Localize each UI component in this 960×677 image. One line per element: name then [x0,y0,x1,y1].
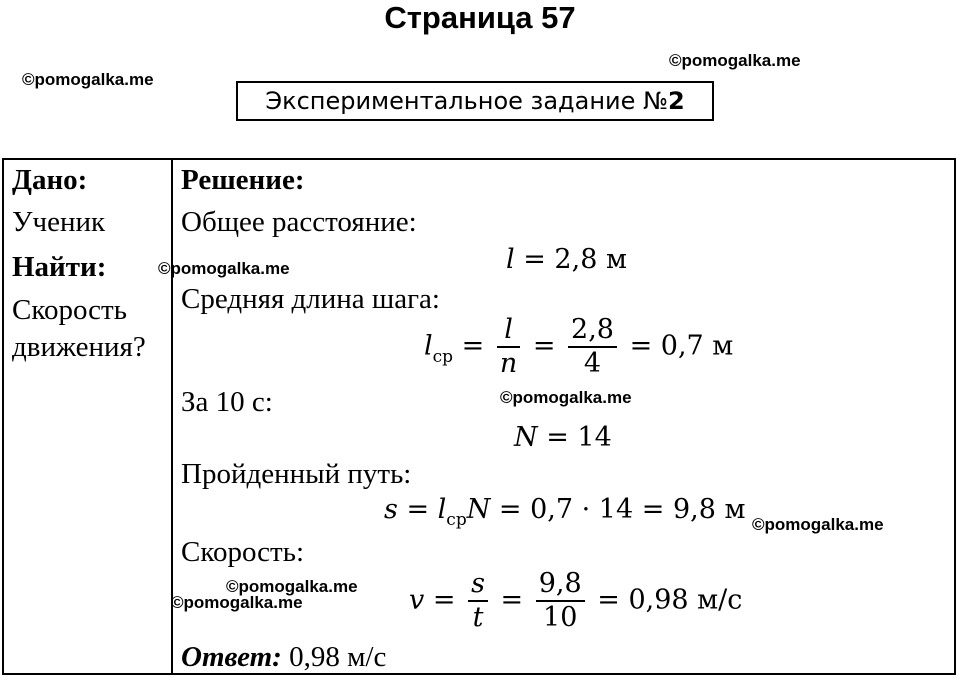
formula-variable: N [514,422,538,453]
fraction [568,314,617,380]
given-heading: Дано: [12,164,88,196]
step-label: Средняя длина шага: [181,283,440,315]
fraction-numerator: 2,8 [568,314,617,348]
watermark: ©pomogalka.me [752,515,884,534]
formula-equals: = [491,584,532,616]
formula-subscript: ср [432,346,454,367]
formula-result: = 0,98 м/с [588,584,743,616]
answer-value: 0,98 м/с [281,641,387,673]
fraction [497,314,520,380]
watermark: ©pomogalka.me [171,593,303,612]
formula-variable: N [466,494,491,525]
watermark: ©pomogalka.me [22,70,154,89]
formula-equals: = [524,330,565,362]
given-text: Ученик [12,206,106,238]
formula-subscript: ср [446,510,467,530]
speed-formula [409,568,742,634]
page-title: Страница 57 [384,0,576,35]
find-text-line1: Скорость [12,294,127,326]
watermark: ©pomogalka.me [500,388,632,407]
formula-variable: l [506,244,515,275]
task-title-prefix: Экспериментальное задание № [265,87,668,115]
formula-variable: l [424,330,433,362]
fraction [468,568,488,634]
formula-variable: s [384,494,398,525]
fraction-numerator: s [468,568,488,602]
formula-equals: = [397,494,438,525]
formula-rhs: = 14 [537,422,612,453]
distance-formula [506,244,627,276]
find-text-line2: движения? [12,331,146,363]
formula-result: = 0,7 м [620,330,734,362]
task-title-number: 2 [667,87,685,115]
solution-heading: Решение: [181,164,305,196]
fraction [536,568,585,634]
formula-variable: v [409,584,425,616]
formula-rhs: = 0,7 · 14 = 9,8 м [490,494,746,525]
path-label: Пройденный путь: [181,458,412,490]
task-title [236,81,714,121]
fraction-denominator: 4 [583,348,602,379]
path-formula [384,494,745,529]
formula-equals: = [453,330,493,362]
answer [181,640,386,674]
fraction-numerator: l [497,314,520,348]
fraction-numerator: 9,8 [536,568,585,602]
step-formula [424,314,733,380]
formula-equals: = [424,584,465,616]
watermark: ©pomogalka.me [158,259,290,278]
speed-label: Скорость: [181,536,305,568]
formula-rhs: = 2,8 м [514,244,627,275]
watermark: ©pomogalka.me [226,577,358,596]
distance-label: Общее расстояние: [181,206,417,238]
watermark: ©pomogalka.me [669,51,801,70]
answer-label: Ответ: [181,641,282,673]
time-label: За 10 с: [181,386,273,418]
fraction-denominator: t [472,602,484,633]
fraction-denominator: 10 [543,602,578,633]
formula-variable: l [437,494,447,525]
fraction-denominator: n [499,348,518,379]
find-heading: Найти: [12,251,107,283]
count-formula [514,422,612,454]
